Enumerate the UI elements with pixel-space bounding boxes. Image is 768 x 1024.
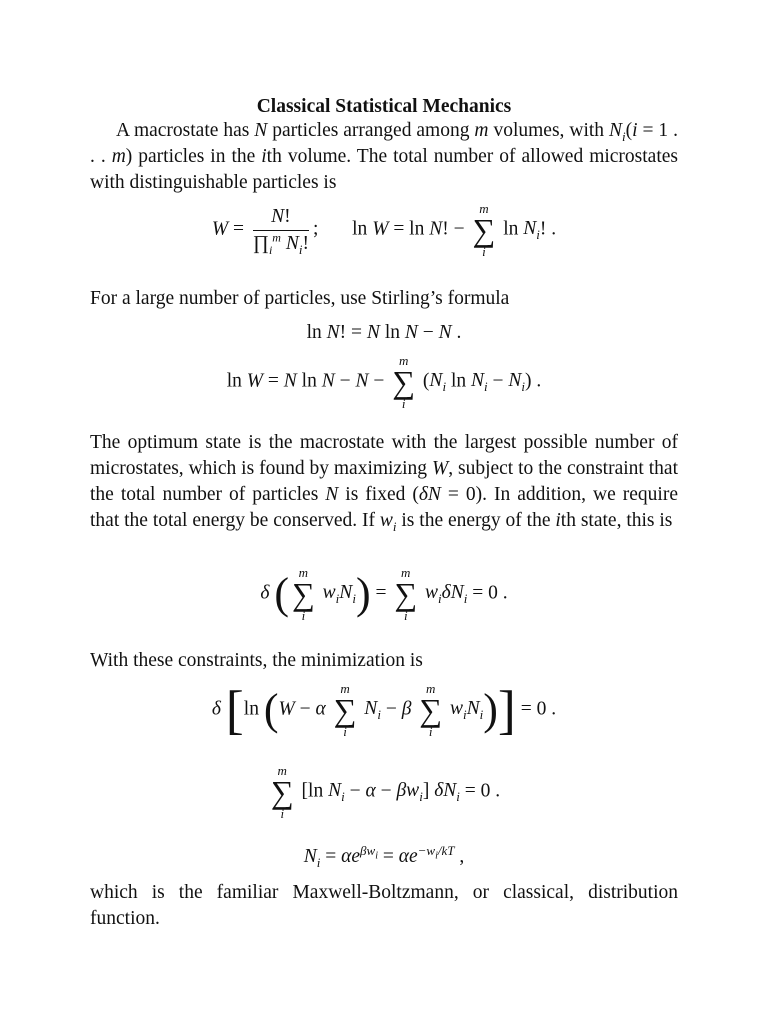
- equation-microstates: W = $\frac{N!}{\prod_i^m N_i!}$ ; ln W = ln N! − m ∑ i $\ln N_i$! .: [211, 201, 557, 259]
- equation-energy-conservation: δ ( m ∑ i $w_iN_i$) = m ∑ i $w_i\delta N_i = 0$ .: [260, 565, 508, 623]
- paragraph-conclusion: which is the familiar Maxwell-Boltzmann, or classical, distribution function.: [90, 882, 678, 929]
- page-title: Classical Statistical Mechanics: [256, 96, 512, 117]
- equation-stirling: ln N! = N ln N − N .: [306, 322, 462, 343]
- paragraph-intro: A macrostate has N particles arranged among m volumes, with $N_i(i = 1$ . . . m) particles in the ith volume. The total number of allowed microstates with distinguishable particles is: [90, 120, 679, 193]
- equation-variation: m ∑ i [ln $N_i - \alpha - \beta w_i$] $\delta N_i = 0$ .: [270, 763, 501, 821]
- paragraph-stirling: For a large number of particles, use Stirling’s formula: [90, 288, 510, 309]
- paragraph-optimum: The optimum state is the macrostate with the largest possible number of microstates, which is found by maximizing W, subject to the constraint that the total number of particles N is fixed (δN = 0). In addition, we require that the total energy be conserved. If $w_i$ is the energy of the ith state, this is: [90, 432, 678, 534]
- paragraph-constraints: With these constraints, the minimization is: [90, 650, 423, 671]
- equation-maxwell-boltzmann: $N_i = \alpha e^{\beta w_i} = \alpha e^{-w_i/kT}$ ,: [303, 842, 465, 870]
- equation-lnW-expanded: ln W = N ln N − N − m ∑ i ($N_i$ $\ln N_i - N_i$) .: [226, 353, 542, 411]
- equation-lagrange: δ [ln (W − α m ∑ i $N_i - \beta$ m ∑ i $w_iN_i)] = 0$ .: [211, 680, 557, 740]
